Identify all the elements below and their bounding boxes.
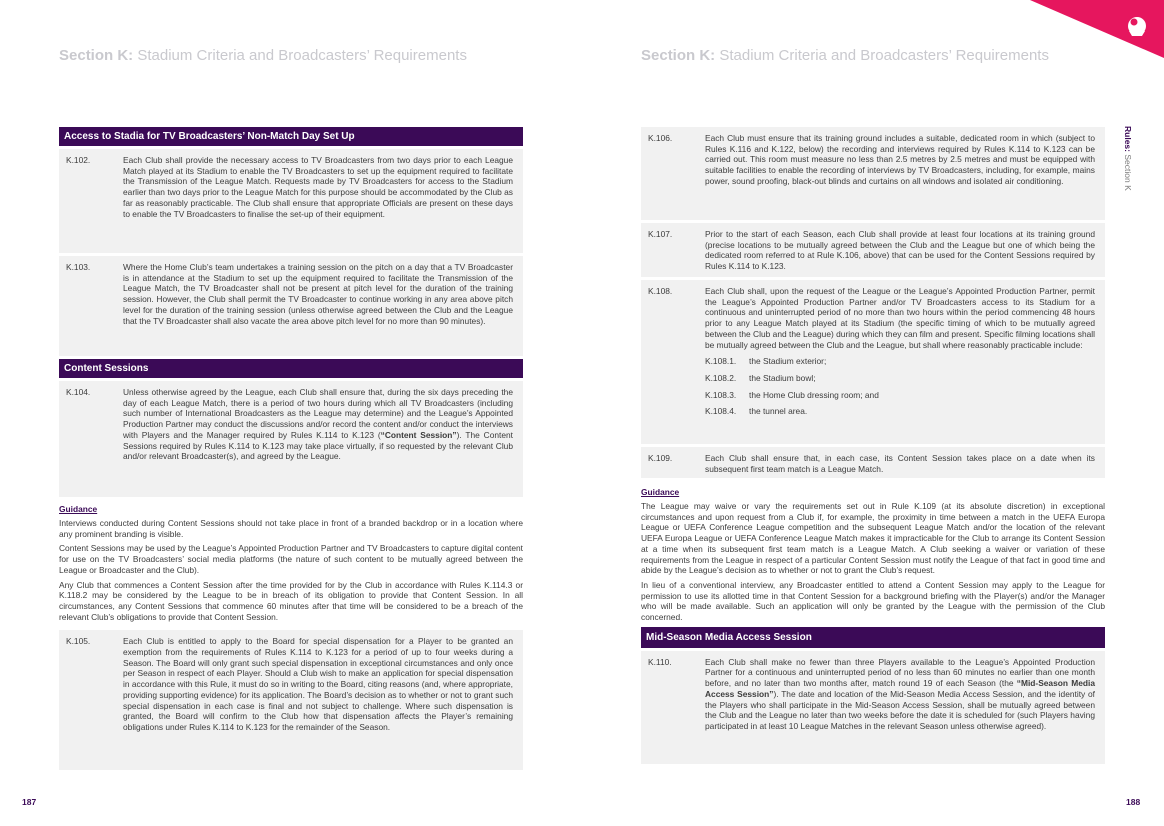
header-section: Section K: bbox=[641, 47, 716, 64]
rule-k103: K.103. Where the Home Club’s team undertakes a training session on the pitch on a day that a TV Broadcaster is in attendance at the Stadium to set up the equipment required to facilitate the Transmission of the League Match, the TV Broadcaster shall not be present at pitch level for the duration of the training session. However, the Club shall permit the TV Broadcaster to continue working in any area above pitch level for the duration of the training session (unless otherwise agreed between the Club and the League that the TV Broadcaster shall also vacate the area above pitch level for no more than 90 minutes). bbox=[59, 256, 523, 356]
section-bar-mid-season: Mid-Season Media Access Session bbox=[641, 627, 1105, 648]
right-page-header bbox=[641, 47, 1049, 64]
guidance-paragraph: Any Club that commences a Content Session after the time provided for by the Club in accordance with Rules K.114.3 or K.118.2 may be considered by the League to be in breach of its obligation to provide that Content Session. In all circumstances, any Content Sessions that commence 60 minutes after that time will be considered to be a breach of the relevant Club’s obligations to provide that Content Session. bbox=[59, 579, 523, 622]
rule-k108: K.108. Each Club shall, upon the request of the League or the League’s Appointed Production Partner, permit the League’s Appointed Production Partner and/or TV Broadcasters access to its Stadium for a continuous and uninterrupted period of no more than two hours within the period commencing 48 hours prior to any League Match played at its Stadium (the specific timing of which to be mutually agreed between the Club and the League) during which they can film and present. Specific filming locations shall be mutually agreed between the Club and the League, but shall where reasonably practicable include: K.108.1. the Stadium exterior; K.108.2. the Stadium bowl; K.108.3. the Home Club dressing room; and K.108.4. the tunnel area. bbox=[641, 280, 1105, 444]
rule-k110: K.110. Each Club shall make no fewer than three Players available to the League’s Appointed Production Partner for a continuous and uninterrupted period of no less than 60 minutes no earlier than one month before, and no later than two months after, match round 19 of each Season (the “Mid-Season Media Access Session”). The date and location of the Mid-Season Media Access Session, and the identity of the Players who shall participate in the Mid-Season Access Session, shall be mutually agreed between the Club and the League no later than two weeks before the date it is scheduled for (such Players having participated in at least 10 League Matches in the relevant Season unless otherwise agreed). bbox=[641, 651, 1105, 764]
guidance-block bbox=[59, 504, 523, 622]
rule-k102: K.102. Each Club shall provide the necessary access to TV Broadcasters from two days prior to each League Match played at its Stadium to enable the TV Broadcasters to set up the equipment required to facilitate the Transmission of the League Match. Requests made by TV Broadcasters for access to the Stadium earlier than two days prior to the League Match for this purpose should be accommodated by the Club as far as reasonably practicable. The Club shall ensure that appropriate Officials are present on these days to enable the TV Broadcasters to finalise the set-up of their equipment. bbox=[59, 149, 523, 253]
sub-item: K.108.2. the Stadium bowl; bbox=[705, 372, 816, 383]
sub-item: K.108.4. the tunnel area. bbox=[705, 406, 808, 417]
rule-k107: K.107. Prior to the start of each Season, each Club shall provide at least four locations at its training ground (precise locations to be mutually agreed between the Club and the League but one of which being the dedicated room referred to at Rule K.106, above) that can be used for the Content Sessions required by Rules K.114 to K.123. bbox=[641, 223, 1105, 277]
section-bar-access: Access to Stadia for TV Broadcasters’ Non-Match Day Set Up bbox=[59, 127, 523, 146]
rule-k106: K.106. Each Club must ensure that its training ground includes a suitable, dedicated room in which (subject to Rules K.116 and K.122, below) the recording and interviews required by Rules K.114 to K.123 can be carried out. This room must measure no less than 2.5 metres by 2.5 metres and must be equipped with suitable facilities to enable the recording of interviews by TV Broadcasters, including, for example, mains power, sound proofing, black-out blinds and curtains on all windows and isolated air conditioning. bbox=[641, 127, 1105, 220]
section-bar-content: Content Sessions bbox=[59, 359, 523, 378]
guidance-heading: Guidance bbox=[641, 487, 680, 497]
guidance-paragraph: Content Sessions may be used by the League’s Appointed Production Partner and TV Broadcasters to capture digital content for use on the TV Broadcasters’ social media platforms (the nature of such content to be mutually agreed between the League or Broadcaster and the Club). bbox=[59, 543, 523, 575]
rule-k109: K.109. Each Club shall ensure that, in each case, its Content Session takes place on a date when its subsequent first team match is a League Match. bbox=[641, 447, 1105, 478]
guidance-paragraph: Interviews conducted during Content Sessions should not take place in front of a branded backdrop or in a location where any prominent branding is visible. bbox=[59, 518, 523, 539]
page-number-left: 187 bbox=[22, 797, 37, 807]
guidance-block bbox=[641, 487, 1105, 623]
guidance-paragraph: In lieu of a conventional interview, any Broadcaster entitled to attend a Content Session may apply to the League for permission to use its allotted time in that Content Session for a background briefing with the Player(s) and/or the Manager who will be made available. Such an application will only be granted by the League with the permission of the Club concerned. bbox=[641, 579, 1105, 623]
left-column bbox=[59, 127, 523, 770]
page-number-right: 188 bbox=[1126, 797, 1141, 807]
left-page-header bbox=[59, 47, 467, 64]
side-label: Rules: Section K bbox=[1123, 126, 1133, 191]
header-section: Section K: bbox=[59, 47, 134, 64]
header-title: Stadium Criteria and Broadcasters’ Requirements bbox=[719, 47, 1049, 64]
sub-item: K.108.1. the Stadium exterior; bbox=[705, 356, 827, 367]
sub-item: K.108.3. the Home Club dressing room; and bbox=[705, 389, 879, 400]
guidance-heading: Guidance bbox=[59, 504, 98, 514]
rule-k105: K.105. Each Club is entitled to apply to the Board for special dispensation for a Player to be granted an exemption from the requirements of Rules K.114 to K.123 for a period of up to four weeks during a Season. The Board will only grant such special dispensation in exceptional circumstances and only once per Season in respect of each Player. Should a Club wish to make an application for special dispensation in accordance with this Rule, it must do so in writing to the Board, citing reasons (and, where appropriate, providing supporting evidence) for its application. The Board’s decision as to whether or not to grant such special dispensation in each case is final and not subject to challenge. Where such dispensation is granted, the Board will confirm to the Club how that dispensation affects the Player’s remaining obligations under Rules K.114 to K.123 for the remainder of the Season. bbox=[59, 630, 523, 770]
rule-k104: K.104. Unless otherwise agreed by the League, each Club shall ensure that, during the six days preceding the day of each League Match, there is a period of two hours during which all TV Broadcasters (including such number of International Broadcasters as the League may determine) and the League’s Appointed Production Partner may conduct the discussions and/or record the content and/or conduct the interviews with Players and the Manager required by Rules K.114 to K.123 (“Content Session”). The Content Sessions required by Rules K.114 to K.123 may take place virtually, if so requested by the relevant Club and/or relevant Broadcaster(s), and agreed by the League. bbox=[59, 381, 523, 497]
right-column bbox=[641, 127, 1105, 764]
guidance-paragraph: The League may waive or vary the requirements set out in Rule K.109 (at its absolute discretion) in exceptional circumstances and upon request from a Club if, for example, the proximity in time between a match in the UEFA Europa League or UEFA Conference League competition and the subsequent League Match and/or the location of the relevant UEFA Europa League or UEFA Conference League Match makes it impracticable for the Club to arrange its Content Session at a time when its subsequent first team match is a League Match. A Club seeking a waiver or variation of these requirements from the League in respect of a particular Content Session must notify the League of that fact in good time and abide by the League’s decision as to whether or not to grant the Club’s request. bbox=[641, 501, 1105, 576]
header-title: Stadium Criteria and Broadcasters’ Requirements bbox=[137, 47, 467, 64]
